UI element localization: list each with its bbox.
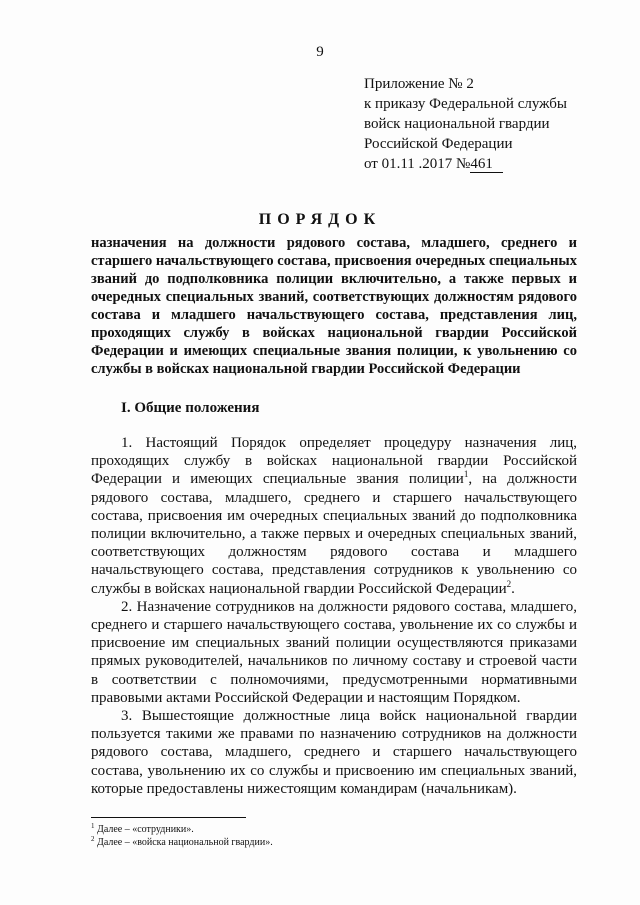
paragraph-1-part-a: 1. Настоящий Порядок определяет процедуру назначения лиц, проходящих службу в войсках национальной гвардии Российской Федерации и имеющих специальные звания полиции bbox=[91, 435, 577, 488]
footnote-1-marker: 1 bbox=[91, 822, 95, 830]
footnote-ref-1: 1 bbox=[463, 469, 469, 480]
section-heading: I. Общие положения bbox=[121, 400, 260, 416]
footnote-1 bbox=[91, 823, 273, 836]
paragraph-1 bbox=[91, 434, 577, 598]
footnote-ref-2: 2 bbox=[506, 578, 512, 589]
document-subtitle: назначения на должности рядового состава, младшего, среднего и старшего начальствующего состава, присвоения очередных специальных званий до подполковника полиции включительно, а также первых и очередных специальных званий, соответствующих должностям рядового состава и младшего начальствующего состава, представления лиц, проходящих службу в войсках национальной гвардии Российской Федерации и имеющих специальные звания полиции, к увольнению со службы в войсках национальной гвардии Российской Федерации bbox=[91, 235, 577, 377]
appendix-order-number: 461 bbox=[470, 156, 503, 173]
footnote-1-text: Далее – «сотрудники». bbox=[97, 824, 194, 835]
appendix-line-4: Российской Федерации bbox=[364, 136, 513, 152]
appendix-line-2: к приказу Федеральной службы bbox=[364, 96, 568, 112]
footnote-2-text: Далее – «войска национальной гвардии». bbox=[97, 837, 273, 848]
appendix-line-3: войск национальной гвардии bbox=[364, 116, 550, 132]
paragraph-2: 2. Назначение сотрудников на должности рядового состава, младшего, среднего и старшего начальствующего состава, увольнение их со службы и присвоение им специальных званий полиции осуществляются приказами прямых руководителей, начальников по личному составу и строевой части в соответствии с полномочиями, предусмотренными нормативными правовыми актами Российской Федерации и настоящим Порядком. bbox=[91, 598, 577, 706]
appendix-header bbox=[364, 74, 567, 174]
paragraph-1-end: . bbox=[511, 580, 515, 597]
document-body bbox=[91, 434, 577, 798]
appendix-date: от 01.11 .2017 № bbox=[364, 156, 471, 172]
page-number: 9 bbox=[316, 44, 324, 60]
footnote-divider bbox=[91, 817, 246, 818]
appendix-date-line bbox=[364, 154, 567, 174]
footnotes bbox=[91, 823, 273, 849]
paragraph-1-part-b: , на должности рядового состава, младшего, среднего и старшего начальствующего состава, присвоения им очередных специальных званий до подполковника полиции включительно, а также первых и очередных специальных званий, соответствующих должностям рядового состава и младшего начальствующего состава, представления сотрудников к увольнению со службы в войсках национальной гвардии Российской Федерации bbox=[91, 471, 578, 597]
paragraph-3: 3. Вышестоящие должностные лица войск национальной гвардии пользуется такими же правами по назначению сотрудников на должности рядового состава, младшего, среднего и старшего начальствующего состава, увольнению их со службы и присвоению им специальных званий, которые предоставлены нижестоящим командирам (начальникам). bbox=[91, 708, 577, 797]
footnote-2-marker: 2 bbox=[91, 835, 95, 843]
appendix-line-1: Приложение № 2 bbox=[364, 76, 474, 92]
document-title: ПОРЯДОК bbox=[258, 211, 382, 228]
footnote-2 bbox=[91, 836, 273, 849]
